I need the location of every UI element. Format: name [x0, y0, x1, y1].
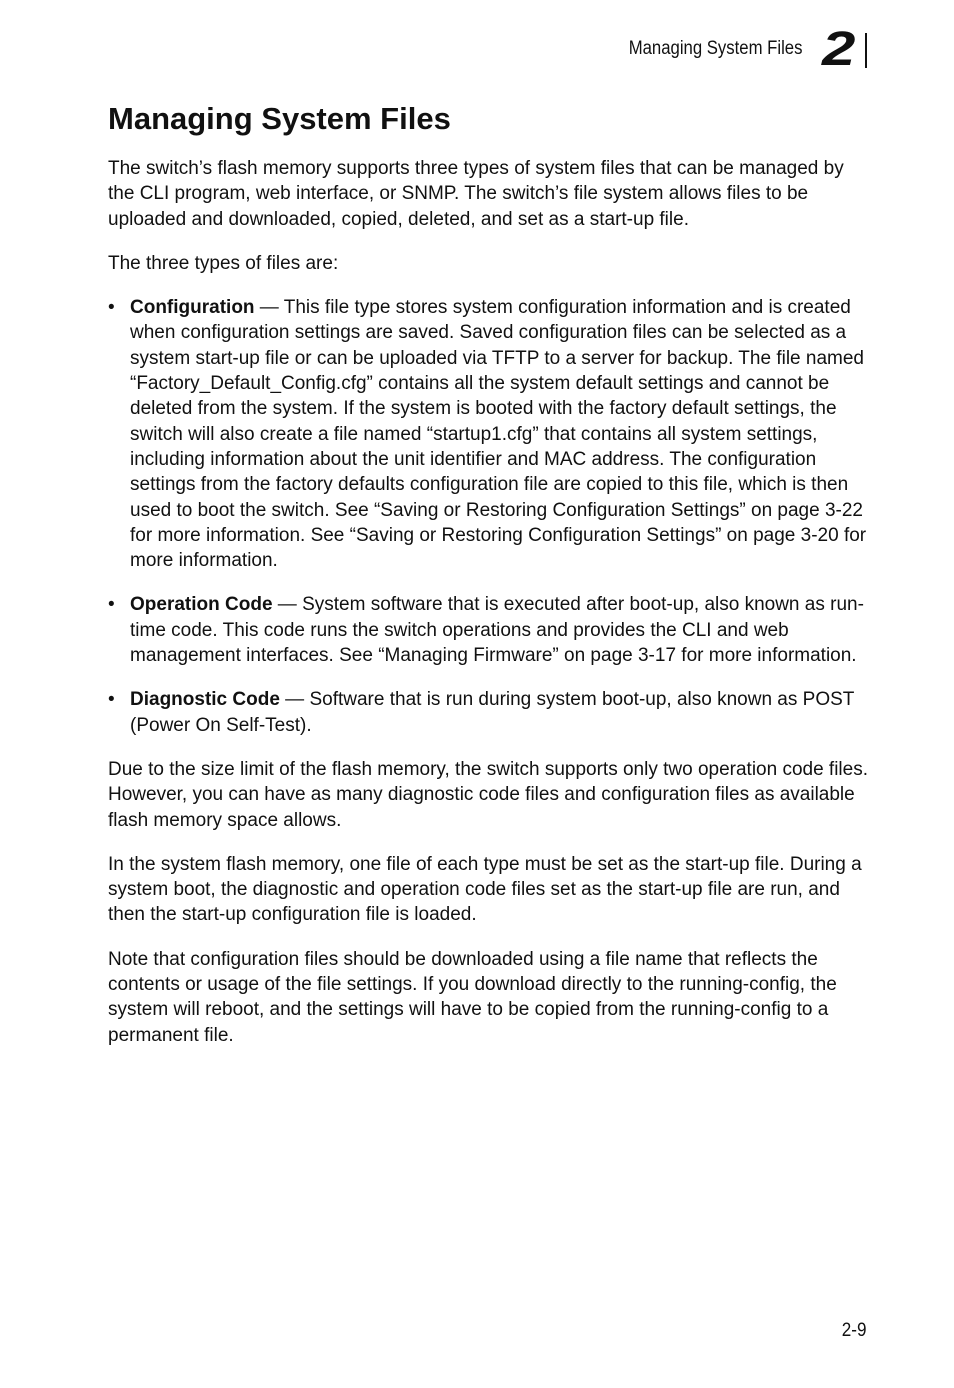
bullet-text: — System software that is executed after boot-up, also known as run-time code. This code runs the switch operations and provides the CLI and web management interfaces. See “Managing Firmware” on page 3-17 for more information. [130, 594, 864, 667]
bullet-text: — This file type stores system configuration information and is created when configuration settings are saved. Saved configuration files can be selected as a system start-up file or can be uploaded via TFTP to a server for backup. The file named “Factory_Default_Config.cfg” contains all the system default settings and cannot be deleted from the system. If the system is booted with the factory default settings, the switch will also create a file named “startup1.cfg” that contains all system settings, including information about the unit identifier and MAC address. The configuration settings from the factory defaults configuration file are copied to this file, which is then used to boot the switch. See “Saving or Restoring Configuration Settings” on page 3-22 for more information. See “Saving or Restoring Configuration Settings” on page 3-20 for more information. [130, 297, 867, 572]
startup-file-paragraph: In the system flash memory, one file of each type must be set as the start-up file. During a system boot, the diagnostic and operation code files set as the start-up file are run, and then the start-up configuration file is loaded. [108, 853, 862, 926]
bullet-icon: • [108, 594, 115, 616]
page-content [108, 100, 868, 1067]
list-item-configuration [108, 295, 868, 573]
types-lead-paragraph: The three types of files are: [108, 252, 339, 274]
bullet-icon: • [108, 689, 115, 711]
bullet-term: Configuration [130, 297, 255, 319]
intro-paragraph: The switch’s flash memory supports three types of system files that can be managed by the CLI program, web interface, or SNMP. The switch’s file system allows files to be uploaded and downloaded, copied, deleted, and set as a start-up file. [108, 158, 844, 230]
file-types-list [108, 295, 868, 738]
page-number: 2-9 [841, 1320, 866, 1341]
section-title: Managing System Files [108, 101, 451, 136]
chapter-number: 2 [822, 23, 856, 76]
download-note-paragraph: Note that configuration files should be downloaded using a file name that reflects the contents or usage of the file settings. If you download directly to the running-config, the system will reboot, and the settings will have to be copied from the running-config to a permanent file. [108, 948, 837, 1046]
chapter-rule [865, 33, 867, 68]
bullet-term: Operation Code [130, 594, 273, 616]
bullet-icon: • [108, 297, 115, 319]
bullet-text: — Software that is run during system boot-up, also known as POST (Power On Self-Test). [130, 689, 855, 736]
list-item-operation-code [108, 592, 868, 668]
running-header: Managing System Files [628, 38, 802, 59]
flash-size-paragraph: Due to the size limit of the flash memory, the switch supports only two operation code files. However, you can have as many diagnostic code files and configuration files as available flash memory space allows. [108, 758, 868, 831]
bullet-term: Diagnostic Code [130, 689, 280, 711]
list-item-diagnostic-code [108, 687, 868, 738]
